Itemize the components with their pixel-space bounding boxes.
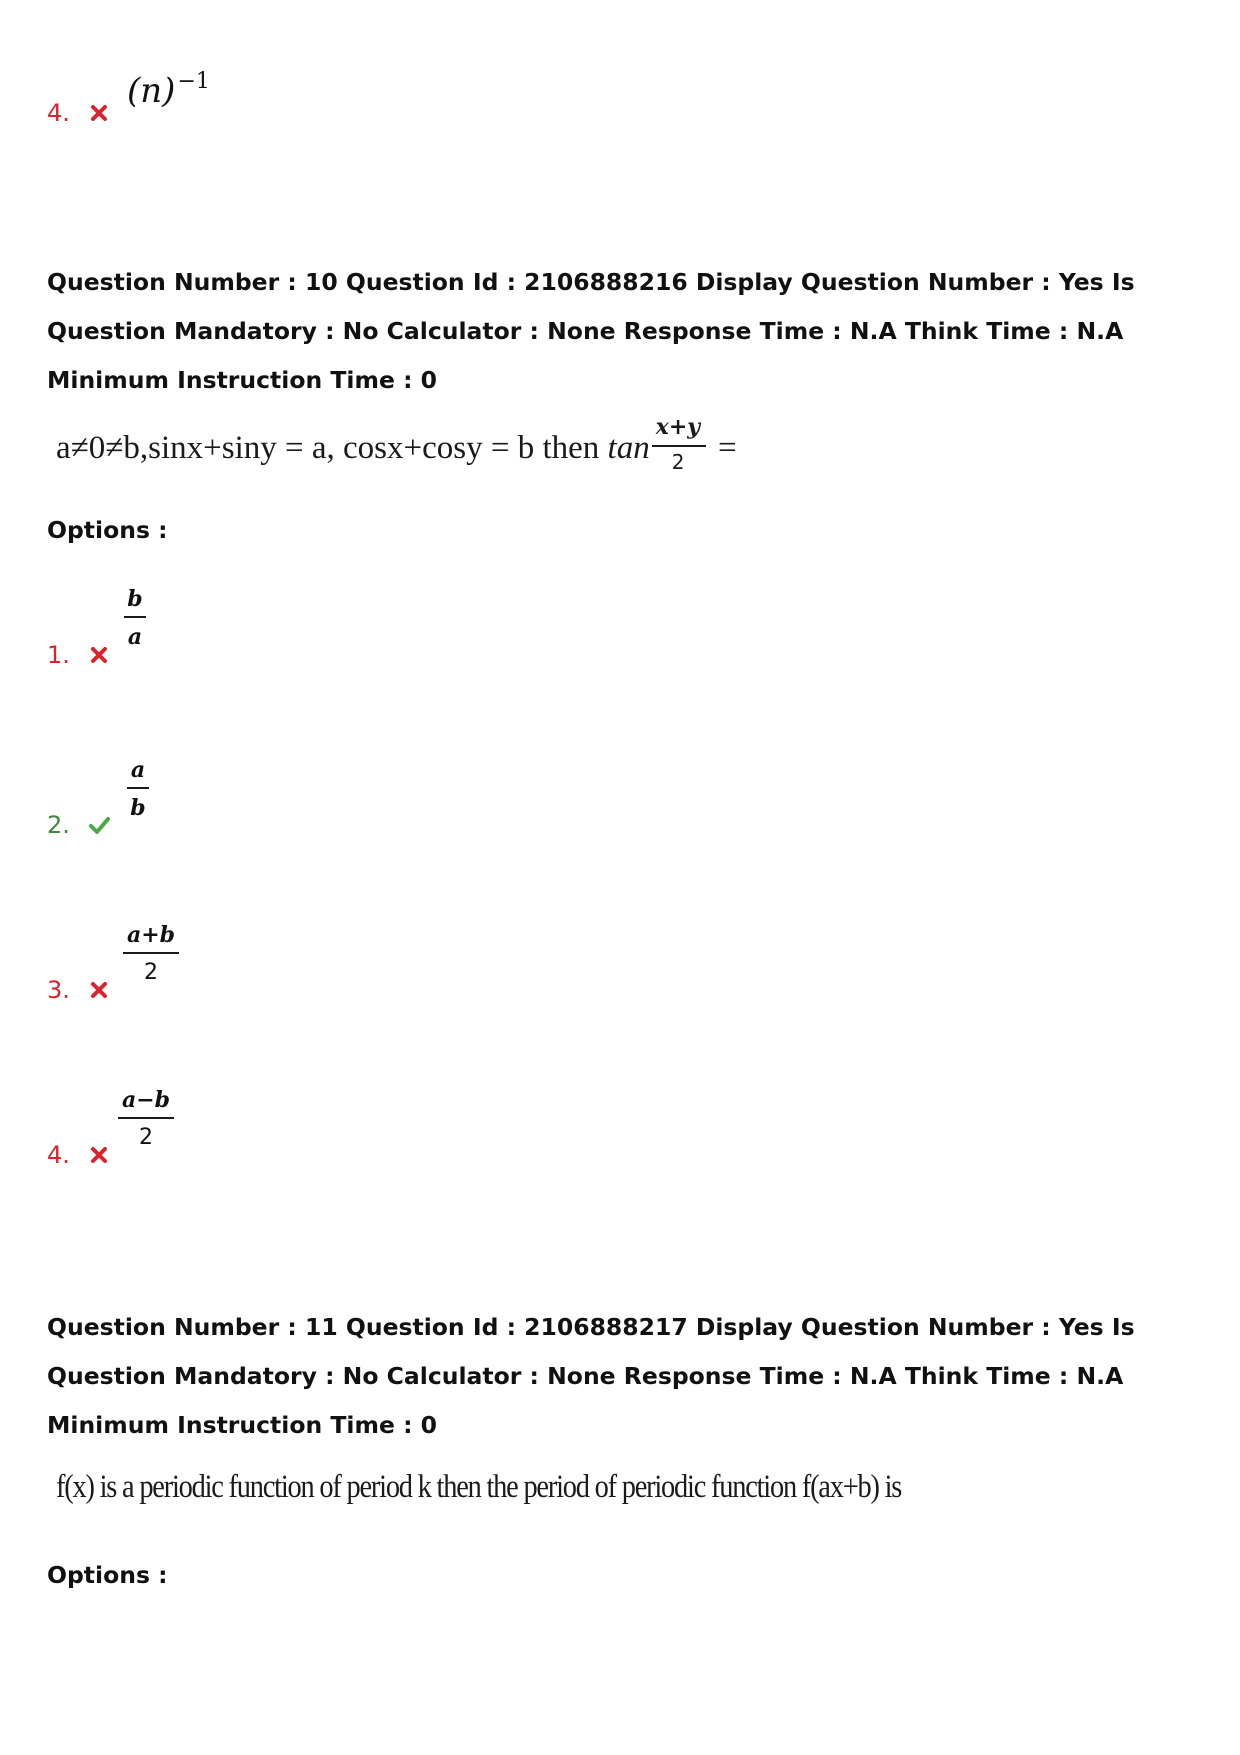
option-number: 3. <box>47 976 70 1004</box>
option-3 <box>47 978 110 1002</box>
question-11-meta: Question Number : 11 Question Id : 2106888217 Display Question Number : Yes Is Question Mandatory : No Calculator : None Response Time : N.A Think Time : N.A Minimum Instruction Time : 0 <box>47 1313 1135 1439</box>
option-number: 2. <box>47 811 70 839</box>
question-11-stem: f(x) is a periodic function of period k then the period of periodic function f(ax+b) is <box>56 1469 902 1505</box>
cross-icon <box>88 644 110 666</box>
question-10-stem: a≠0≠b,sinx+siny = a, cosx+cosy = b then tan $\frac{x+y}{2}$ = <box>56 418 737 478</box>
options-label: Options : <box>47 1561 168 1589</box>
option-1 <box>47 643 110 667</box>
option-2-fraction: a b <box>127 757 149 821</box>
check-icon <box>88 814 110 836</box>
option-2 <box>47 813 110 837</box>
question-10-meta: Question Number : 10 Question Id : 2106888216 Display Question Number : Yes Is Question Mandatory : No Calculator : None Response Time : N.A Think Time : N.A Minimum Instruction Time : 0 <box>47 268 1135 394</box>
cross-icon <box>88 1144 110 1166</box>
option-4-fraction: a−b 2 <box>118 1087 174 1151</box>
option-3-fraction: a+b 2 <box>123 922 179 986</box>
option-number: 4. <box>47 1141 70 1169</box>
options-label: Options : <box>47 516 168 544</box>
option-number: 4. <box>47 99 70 127</box>
cross-icon <box>88 102 110 124</box>
stem-fraction: $\frac{x+y}{2}$ <box>650 418 710 478</box>
option-number: 1. <box>47 641 70 669</box>
option-1-fraction: b a <box>124 586 146 650</box>
prev-option-4-expression: $(n)^{-1}$ <box>127 69 210 111</box>
prev-option-4 <box>47 101 110 125</box>
option-4 <box>47 1143 110 1167</box>
cross-icon <box>88 979 110 1001</box>
